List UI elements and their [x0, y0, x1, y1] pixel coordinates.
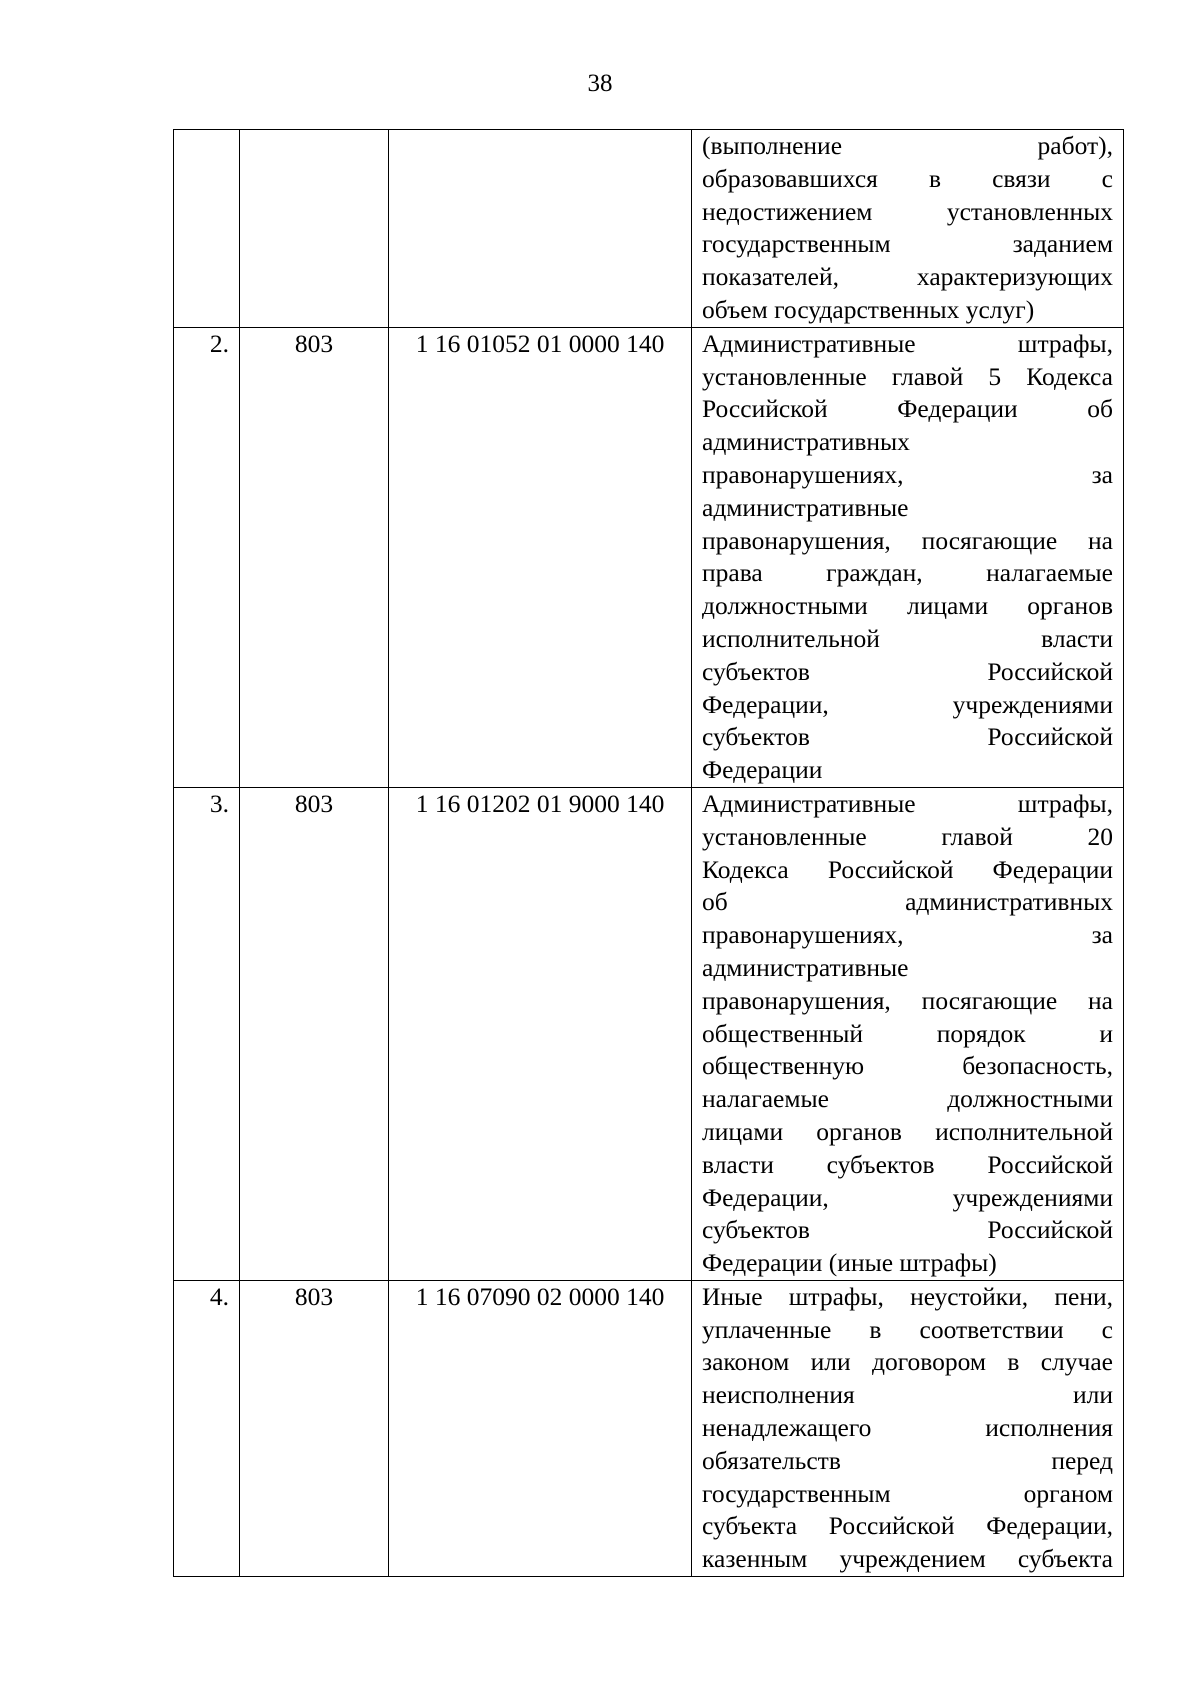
revenue-name-line: Федерации (иные штрафы) [702, 1248, 997, 1278]
revenue-name-line: субъектов Российской [702, 1215, 1113, 1245]
revenue-name-line: субъектов Российской [702, 656, 1113, 686]
revenue-name-line: казенным учреждением субъекта [702, 1544, 1113, 1574]
revenue-name-line: образовавшихся в связи с [702, 163, 1113, 193]
administrator-code-cell: 803 [240, 787, 389, 1280]
revenue-name-line: Административные штрафы, [702, 328, 1113, 358]
revenue-name-line: субъекта Российской Федерации, [702, 1511, 1113, 1541]
revenue-name-line: субъектов Российской [702, 722, 1113, 752]
revenue-name-line: обязательств перед [702, 1445, 1113, 1475]
table-row [174, 787, 1124, 1280]
revenue-name-cell [692, 1280, 1124, 1576]
revenue-name-cell [692, 130, 1124, 328]
revenue-name-line: Федерации [702, 755, 823, 785]
table-row [174, 327, 1124, 787]
revenue-name-line: (выполнение работ), [702, 131, 1113, 160]
revenue-name-line: государственным заданием [702, 229, 1113, 259]
revenue-name-line: Кодекса Российской Федерации [702, 854, 1113, 884]
budget-classification-code-cell: 1 16 01052 01 0000 140 [389, 327, 692, 787]
revenue-name-line: установленные главой 5 Кодекса [702, 361, 1113, 391]
budget-classification-code-cell: 1 16 01202 01 9000 140 [389, 787, 692, 1280]
budget-classification-code-cell [389, 130, 692, 328]
revenue-name-cell [692, 787, 1124, 1280]
revenue-name-line: Российской Федерации об [702, 394, 1113, 424]
revenue-name-line: административных [702, 427, 910, 457]
revenue-name-line: Иные штрафы, неустойки, пени, [702, 1281, 1113, 1311]
row-number-cell [174, 130, 240, 328]
revenue-name-line: лицами органов исполнительной [702, 1116, 1113, 1146]
revenue-name-line: неисполнения или [702, 1380, 1113, 1410]
revenue-name-line: правонарушения, посягающие на [702, 985, 1113, 1015]
revenue-name-line: административные [702, 492, 909, 522]
row-number-cell: 4. [174, 1280, 240, 1576]
revenue-name-line: правонарушениях, за [702, 459, 1113, 489]
revenue-name-line: Федерации, учреждениями [702, 1182, 1113, 1212]
revenue-name-line: Федерации, учреждениями [702, 689, 1113, 719]
revenue-name-cell [692, 327, 1124, 787]
budget-classification-code-cell: 1 16 07090 02 0000 140 [389, 1280, 692, 1576]
revenue-name-line: недостижением установленных [702, 196, 1113, 226]
revenue-name-line: власти субъектов Российской [702, 1149, 1113, 1179]
revenue-name-line: общественную безопасность, [702, 1051, 1113, 1081]
administrator-code-cell [240, 130, 389, 328]
revenue-name-line: исполнительной власти [702, 623, 1113, 653]
revenue-name-line: права граждан, налагаемые [702, 558, 1113, 588]
administrator-code-cell: 803 [240, 1280, 389, 1576]
revenue-name-line: показателей, характеризующих [702, 262, 1113, 292]
row-number-cell: 2. [174, 327, 240, 787]
administrator-code-cell: 803 [240, 327, 389, 787]
revenue-name-line: уплаченные в соответствии с [702, 1314, 1113, 1344]
revenue-name-line: общественный порядок и [702, 1018, 1113, 1048]
revenue-name-line: установленные главой 20 [702, 821, 1113, 851]
revenue-name-line: правонарушения, посягающие на [702, 525, 1113, 555]
revenue-name-line: Административные штрафы, [702, 788, 1113, 818]
revenue-name-line: правонарушениях, за [702, 920, 1113, 950]
revenue-name-line: должностными лицами органов [702, 591, 1113, 621]
revenue-name-line: налагаемые должностными [702, 1084, 1113, 1114]
revenue-name-line: об административных [702, 887, 1113, 917]
page-number: 38 [587, 70, 613, 97]
revenue-name-line: ненадлежащего исполнения [702, 1413, 1113, 1443]
row-number-cell: 3. [174, 787, 240, 1280]
revenue-name-line: административные [702, 952, 909, 982]
table-body [174, 130, 1124, 1577]
revenue-name-line: законом или договором в случае [702, 1347, 1113, 1377]
revenue-name-line: объем государственных услуг) [702, 294, 1035, 324]
revenue-codes-table [173, 129, 1124, 1577]
table-row [174, 130, 1124, 328]
revenue-name-line: государственным органом [702, 1478, 1113, 1508]
table-row [174, 1280, 1124, 1576]
